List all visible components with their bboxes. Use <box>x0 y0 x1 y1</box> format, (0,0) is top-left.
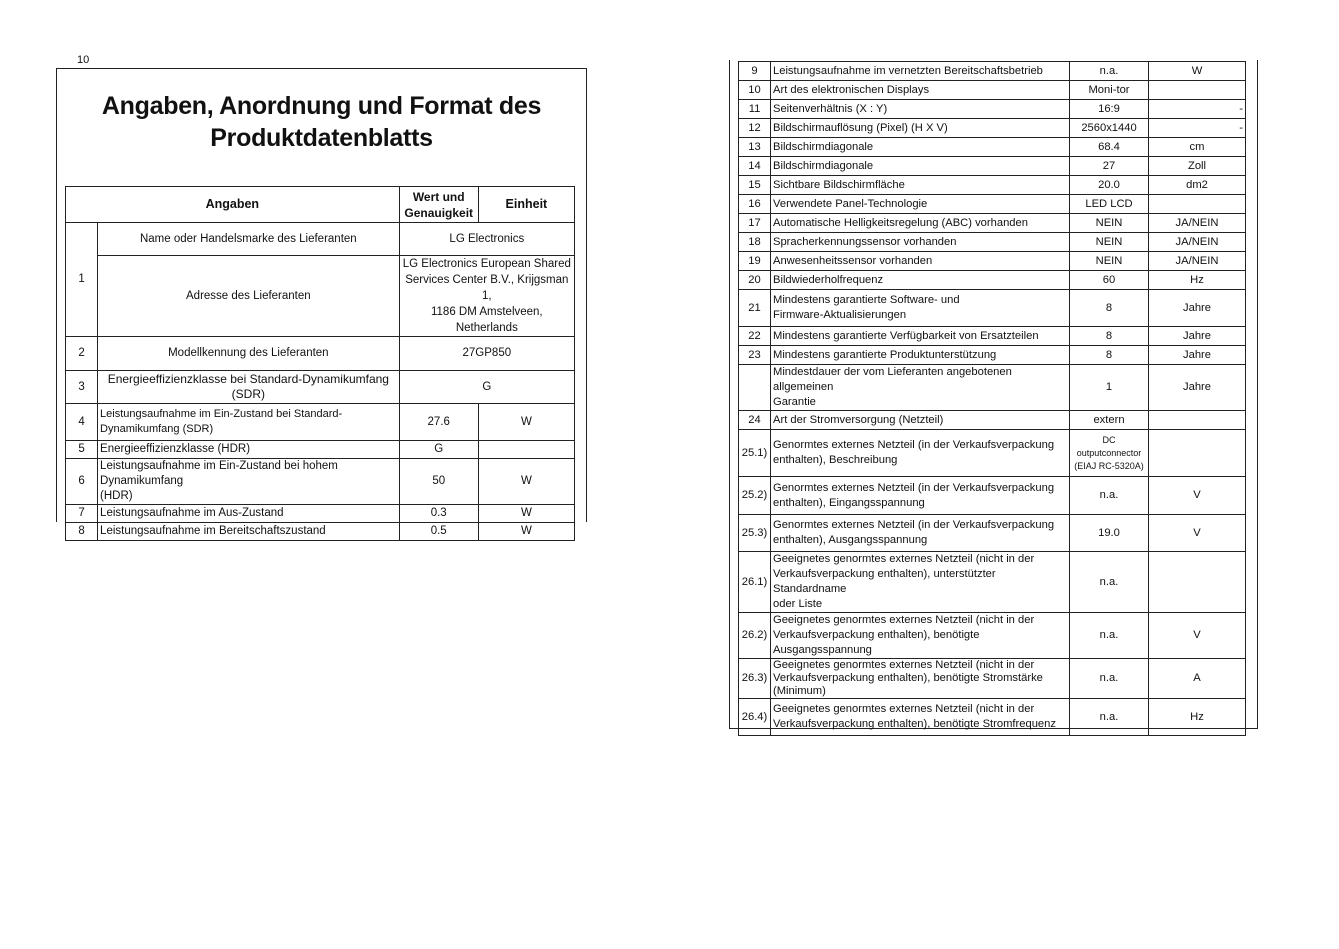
left-datasheet-table <box>65 186 575 541</box>
row-number: 23 <box>739 346 771 365</box>
table-row <box>739 233 1246 252</box>
header-einheit: Einheit <box>478 187 574 223</box>
table-row <box>66 505 575 523</box>
row-label: Leistungsaufnahme im vernetzten Bereitschaftsbetrieb <box>771 62 1070 81</box>
row-number: 22 <box>739 327 771 346</box>
row-number: 9 <box>739 62 771 81</box>
row-unit: - <box>1149 100 1246 119</box>
row-value: n.a. <box>1070 62 1149 81</box>
row-value: n.a. <box>1070 613 1149 659</box>
row-number: 2 <box>66 337 98 371</box>
table-row <box>739 477 1246 515</box>
row-value: G <box>399 441 478 459</box>
row-value: 27 <box>1070 157 1149 176</box>
table-row <box>66 256 575 337</box>
row-number: 4 <box>66 404 98 441</box>
table-row <box>739 290 1246 327</box>
table-row <box>739 411 1246 430</box>
row-label: Spracherkennungssensor vorhanden <box>771 233 1070 252</box>
row-value: extern <box>1070 411 1149 430</box>
row-value: LED LCD <box>1070 195 1149 214</box>
row-number: 21 <box>739 290 771 327</box>
row-unit: W <box>478 404 574 441</box>
row-value: 68.4 <box>1070 138 1149 157</box>
row-value: 16:9 <box>1070 100 1149 119</box>
row-number: 3 <box>66 371 98 404</box>
table-row <box>739 81 1246 100</box>
row-unit <box>1149 430 1246 477</box>
table-row <box>739 119 1246 138</box>
table-row <box>66 523 575 541</box>
right-datasheet-table <box>738 61 1246 736</box>
header-angaben: Angaben <box>66 187 400 223</box>
row-unit: - <box>1149 119 1246 138</box>
row-unit: W <box>478 459 574 505</box>
row-value: NEIN <box>1070 233 1149 252</box>
row-label: Bildschirmauflösung (Pixel) (H X V) <box>771 119 1070 138</box>
row-number: 17 <box>739 214 771 233</box>
row-unit: W <box>1149 62 1246 81</box>
row-unit: W <box>478 505 574 523</box>
row-unit: Hz <box>1149 271 1246 290</box>
row-label: Name oder Handelsmarke des Lieferanten <box>98 223 400 256</box>
row-unit <box>1149 411 1246 430</box>
table-row <box>739 613 1246 659</box>
row-value: 0.5 <box>399 523 478 541</box>
row-value: 8 <box>1070 346 1149 365</box>
row-unit: Zoll <box>1149 157 1246 176</box>
row-label: Geeignetes genormtes externes Netzteil (nicht in der Verkaufsverpackung enthalten), benötigte Stromfrequenz <box>771 699 1070 736</box>
row-label: Adresse des Lieferanten <box>98 256 400 337</box>
row-label: Genormtes externes Netzteil (in der Verkaufsverpackung enthalten), Beschreibung <box>771 430 1070 477</box>
row-label: Automatische Helligkeitsregelung (ABC) vorhanden <box>771 214 1070 233</box>
table-row <box>66 459 575 505</box>
row-unit <box>1149 195 1246 214</box>
title-line-2: Produktdatenblatts <box>210 124 433 152</box>
table-row <box>66 441 575 459</box>
table-row <box>739 252 1246 271</box>
row-value: NEIN <box>1070 252 1149 271</box>
row-number: 26.2) <box>739 613 771 659</box>
row-number: 26.1) <box>739 552 771 613</box>
row-label: Mindestens garantierte Verfügbarkeit von Ersatzteilen <box>771 327 1070 346</box>
table-row <box>739 346 1246 365</box>
table-row <box>739 176 1246 195</box>
row-number: 25.2) <box>739 477 771 515</box>
row-number: 19 <box>739 252 771 271</box>
row-number: 6 <box>66 459 98 505</box>
row-value: n.a. <box>1070 477 1149 515</box>
row-label: Anwesenheitssensor vorhanden <box>771 252 1070 271</box>
row-label: Art des elektronischen Displays <box>771 81 1070 100</box>
row-number: 16 <box>739 195 771 214</box>
table-row <box>739 138 1246 157</box>
row-number: 18 <box>739 233 771 252</box>
row-unit: V <box>1149 515 1246 552</box>
row-value: 8 <box>1070 327 1149 346</box>
row-unit: V <box>1149 613 1246 659</box>
row-number: 15 <box>739 176 771 195</box>
row-label: Bildwiederholfrequenz <box>771 271 1070 290</box>
row-value: 8 <box>1070 290 1149 327</box>
table-row <box>66 223 575 256</box>
row-label: Mindestens garantierte Software- und Firmware-Aktualisierungen <box>771 290 1070 327</box>
row-value: 60 <box>1070 271 1149 290</box>
row-value: G <box>399 371 574 404</box>
row-label: Leistungsaufnahme im Bereitschaftszustand <box>98 523 400 541</box>
row-value: 0.3 <box>399 505 478 523</box>
row-unit: A <box>1149 659 1246 699</box>
row-value: LG Electronics <box>399 223 574 256</box>
row-number: 25.3) <box>739 515 771 552</box>
table-row <box>66 404 575 441</box>
row-label: Geeignetes genormtes externes Netzteil (nicht in der Verkaufsverpackung enthalten), benötigte Stromstärke (Minimum) <box>771 659 1070 699</box>
table-row <box>739 515 1246 552</box>
row-unit: Jahre <box>1149 327 1246 346</box>
title-line-1: Angaben, Anordnung und Format des <box>101 92 542 120</box>
row-number: 7 <box>66 505 98 523</box>
row-unit: Jahre <box>1149 290 1246 327</box>
page-title <box>56 90 587 154</box>
header-wert: Wert und Genauigkeit <box>399 187 478 223</box>
row-value: 50 <box>399 459 478 505</box>
row-label: Geeignetes genormtes externes Netzteil (nicht in der Verkaufsverpackung enthalten), benötigte Ausgangsspannung <box>771 613 1070 659</box>
row-value: DC outputconnector (EIAJ RC-5320A) <box>1070 430 1149 477</box>
row-label: Genormtes externes Netzteil (in der Verkaufsverpackung enthalten), Ausgangsspannung <box>771 515 1070 552</box>
row-value: Moni-tor <box>1070 81 1149 100</box>
row-label: Leistungsaufnahme im Aus-Zustand <box>98 505 400 523</box>
table-row <box>739 214 1246 233</box>
row-label: Bildschirmdiagonale <box>771 138 1070 157</box>
table-header-row <box>66 187 575 223</box>
table-row <box>739 699 1246 736</box>
row-number: 8 <box>66 523 98 541</box>
row-label: Energieeffizienzklasse bei Standard-Dynamikumfang (SDR) <box>98 371 400 404</box>
row-number: 24 <box>739 411 771 430</box>
row-value: n.a. <box>1070 659 1149 699</box>
row-value: 1 <box>1070 365 1149 411</box>
table-row <box>739 195 1246 214</box>
row-value: 2560x1440 <box>1070 119 1149 138</box>
row-label: Mindestdauer der vom Lieferanten angebotenen allgemeinen Garantie <box>771 365 1070 411</box>
row-label: Mindestens garantierte Produktunterstützung <box>771 346 1070 365</box>
row-label: Sichtbare Bildschirmfläche <box>771 176 1070 195</box>
row-number: 11 <box>739 100 771 119</box>
row-unit: dm2 <box>1149 176 1246 195</box>
row-label: Geeignetes genormtes externes Netzteil (nicht in der Verkaufsverpackung enthalten), unterstützter Standardname oder Liste <box>771 552 1070 613</box>
row-unit <box>1149 81 1246 100</box>
row-value: 20.0 <box>1070 176 1149 195</box>
table-row <box>739 327 1246 346</box>
row-unit <box>1149 552 1246 613</box>
row-label: Seitenverhältnis (X : Y) <box>771 100 1070 119</box>
row-label: Leistungsaufnahme im Ein-Zustand bei Standard- Dynamikumfang (SDR) <box>98 404 400 441</box>
row-number: 25.1) <box>739 430 771 477</box>
row-label: Bildschirmdiagonale <box>771 157 1070 176</box>
row-unit: cm <box>1149 138 1246 157</box>
row-value: n.a. <box>1070 552 1149 613</box>
row-number: 20 <box>739 271 771 290</box>
row-value: 19.0 <box>1070 515 1149 552</box>
row-unit: JA/NEIN <box>1149 214 1246 233</box>
row-number: 10 <box>739 81 771 100</box>
row-value: NEIN <box>1070 214 1149 233</box>
row-number: 12 <box>739 119 771 138</box>
row-number: 1 <box>66 223 98 337</box>
table-row <box>739 62 1246 81</box>
row-value: LG Electronics European Shared Services Center B.V., Krijgsman 1, 1186 DM Amstelveen, Netherlands <box>399 256 574 337</box>
table-row <box>739 271 1246 290</box>
table-row <box>739 430 1246 477</box>
row-value: 27.6 <box>399 404 478 441</box>
row-number <box>739 365 771 411</box>
row-label: Leistungsaufnahme im Ein-Zustand bei hohem Dynamikumfang (HDR) <box>98 459 400 505</box>
table-row <box>739 157 1246 176</box>
row-unit <box>478 441 574 459</box>
table-row <box>739 365 1246 411</box>
row-unit: Jahre <box>1149 365 1246 411</box>
row-label: Genormtes externes Netzteil (in der Verkaufsverpackung enthalten), Eingangsspannung <box>771 477 1070 515</box>
row-unit: Jahre <box>1149 346 1246 365</box>
row-number: 14 <box>739 157 771 176</box>
row-unit: W <box>478 523 574 541</box>
row-number: 5 <box>66 441 98 459</box>
row-value: n.a. <box>1070 699 1149 736</box>
row-number: 26.3) <box>739 659 771 699</box>
row-unit: Hz <box>1149 699 1246 736</box>
table-row <box>739 659 1246 699</box>
row-unit: JA/NEIN <box>1149 252 1246 271</box>
table-row <box>739 100 1246 119</box>
row-number: 13 <box>739 138 771 157</box>
row-unit: JA/NEIN <box>1149 233 1246 252</box>
row-label: Art der Stromversorgung (Netzteil) <box>771 411 1070 430</box>
row-label: Verwendete Panel-Technologie <box>771 195 1070 214</box>
row-unit: V <box>1149 477 1246 515</box>
page-number: 10 <box>77 54 90 66</box>
row-label: Modellkennung des Lieferanten <box>98 337 400 371</box>
table-row <box>739 552 1246 613</box>
table-row <box>66 337 575 371</box>
row-value: 27GP850 <box>399 337 574 371</box>
row-label: Energieeffizienzklasse (HDR) <box>98 441 400 459</box>
row-number: 26.4) <box>739 699 771 736</box>
table-row <box>66 371 575 404</box>
